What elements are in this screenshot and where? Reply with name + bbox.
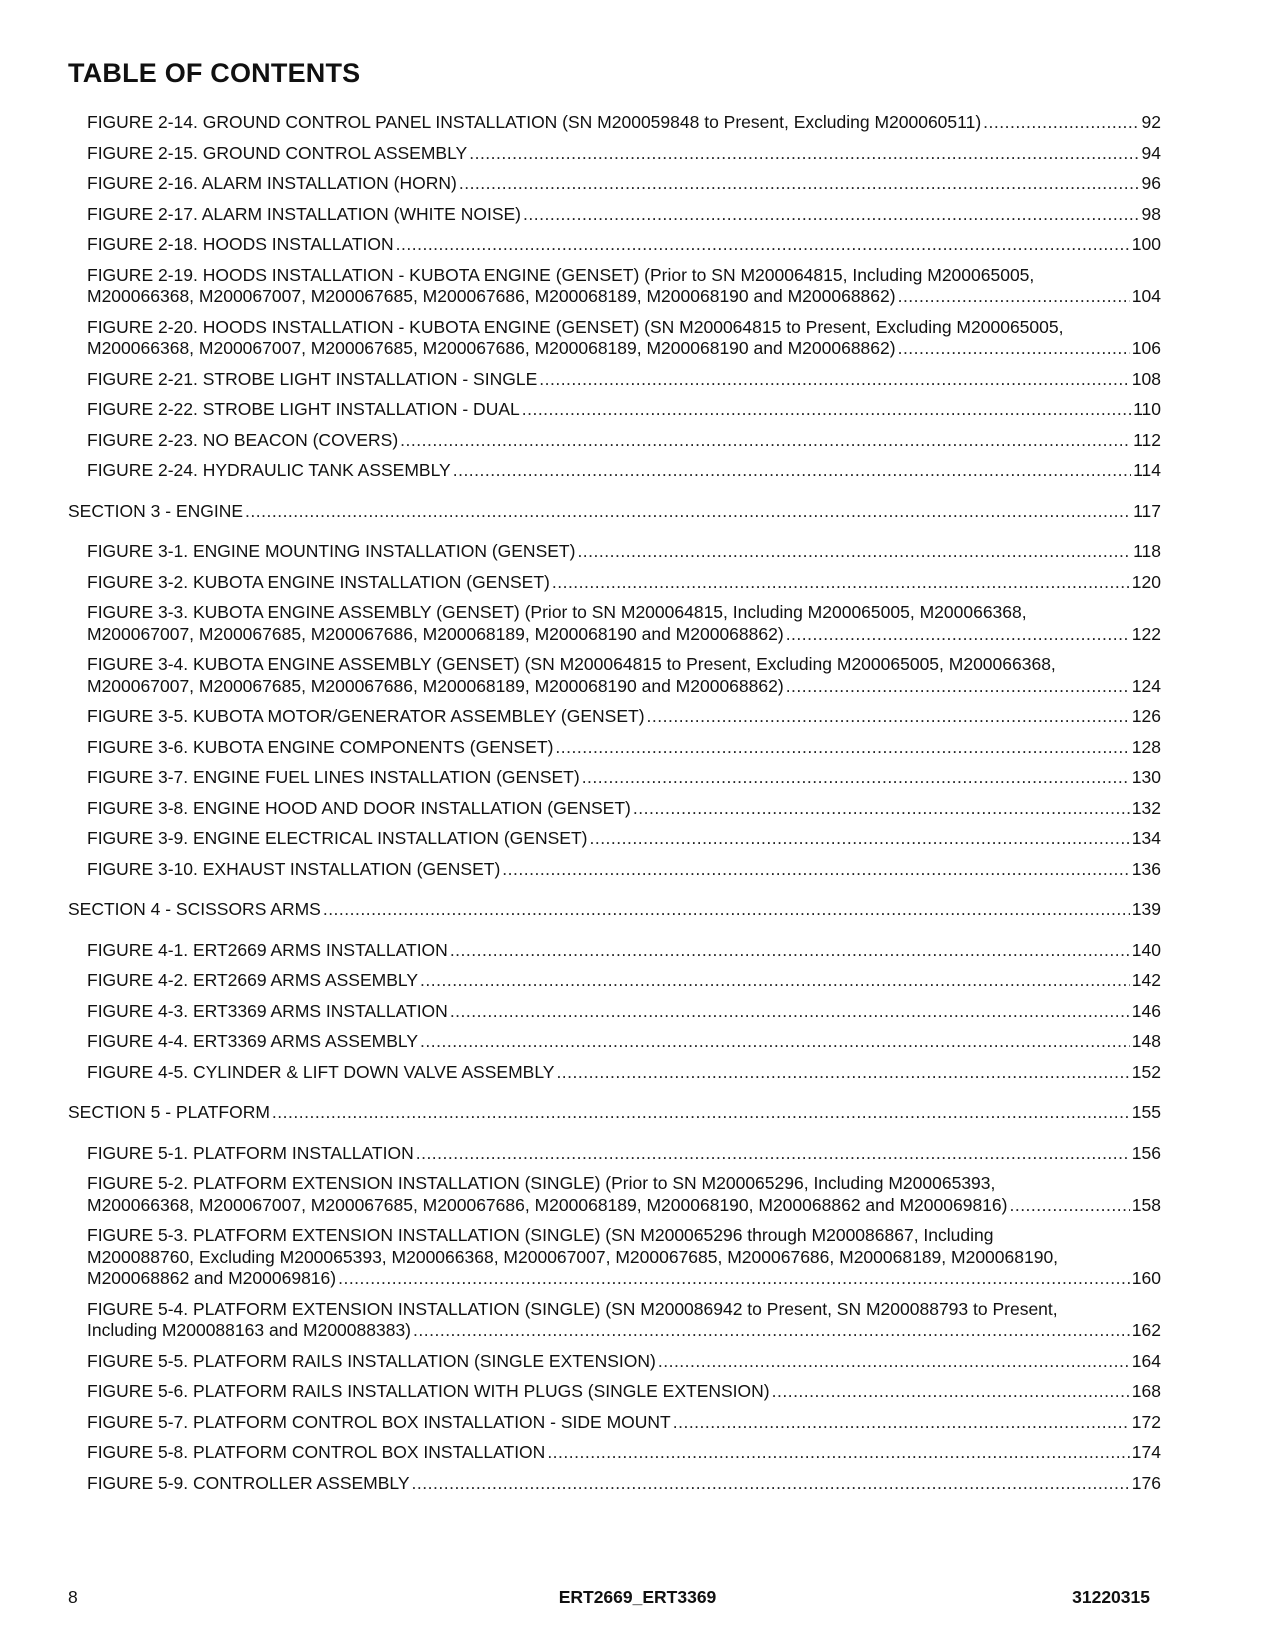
toc-page-number: 112 bbox=[1133, 429, 1161, 450]
toc-figure-entry[interactable] bbox=[68, 204, 1161, 226]
toc-figure-entry[interactable] bbox=[68, 1173, 1161, 1216]
toc-figure-entry[interactable] bbox=[68, 970, 1161, 992]
toc-page-number: 174 bbox=[1131, 1442, 1161, 1462]
toc-entry-text: FIGURE 2-16. ALARM INSTALLATION (HORN) bbox=[87, 173, 457, 193]
toc-figure-entry[interactable] bbox=[68, 265, 1161, 308]
toc-page-number: 120 bbox=[1131, 571, 1161, 592]
dot-leader bbox=[1009, 1195, 1129, 1217]
toc-entry-text: FIGURE 3-3. KUBOTA ENGINE ASSEMBLY (GENSET) (Prior to SN M200064815, Including M200065005, M200066368, bbox=[87, 602, 1027, 622]
toc-entry-text: FIGURE 3-2. KUBOTA ENGINE INSTALLATION (GENSET) bbox=[87, 571, 550, 592]
toc-figure-entry[interactable] bbox=[68, 541, 1161, 563]
toc-entry-text: FIGURE 4-4. ERT3369 ARMS ASSEMBLY bbox=[87, 1031, 419, 1051]
page-title: TABLE OF CONTENTS bbox=[68, 58, 361, 88]
toc-page-number: 128 bbox=[1131, 736, 1161, 757]
toc-figure-entry[interactable] bbox=[68, 706, 1161, 728]
toc-figure-entry[interactable] bbox=[68, 143, 1161, 165]
table-of-contents bbox=[68, 112, 1161, 1494]
dot-leader bbox=[547, 1442, 1129, 1464]
toc-entry-text: FIGURE 3-10. EXHAUST INSTALLATION (GENSET) bbox=[87, 858, 501, 879]
dot-leader bbox=[412, 1473, 1130, 1495]
dot-leader bbox=[469, 143, 1139, 165]
toc-entry-text: FIGURE 4-5. CYLINDER & LIFT DOWN VALVE ASSEMBLY bbox=[87, 1061, 555, 1082]
toc-entry-text: FIGURE 2-19. HOODS INSTALLATION - KUBOTA ENGINE (GENSET) (Prior to SN M200064815, Including M200065005, bbox=[87, 264, 1035, 285]
toc-figure-entry[interactable] bbox=[68, 1442, 1161, 1464]
toc-page-number: 146 bbox=[1131, 1000, 1161, 1021]
toc-entry-text: FIGURE 2-21. STROBE LIGHT INSTALLATION - SINGLE bbox=[87, 368, 538, 389]
dot-leader bbox=[555, 737, 1129, 759]
dot-leader bbox=[589, 828, 1129, 850]
toc-page-number: 168 bbox=[1131, 1381, 1161, 1401]
toc-entry-text: SECTION 4 - SCISSORS ARMS bbox=[68, 899, 321, 919]
toc-page-number: 96 bbox=[1141, 173, 1161, 193]
dot-leader bbox=[450, 940, 1130, 962]
toc-page-number: 160 bbox=[1131, 1268, 1161, 1288]
toc-entry-text: SECTION 5 - PLATFORM bbox=[68, 1102, 270, 1122]
toc-page-number: 172 bbox=[1131, 1411, 1161, 1432]
toc-page-number: 136 bbox=[1131, 858, 1161, 879]
toc-entry-text: M200066368, M200067007, M200067685, M200067686, M200068189, M200068190 and M200068862) bbox=[87, 286, 896, 306]
toc-entry-text: M200068862 and M200069816) bbox=[87, 1268, 337, 1288]
toc-page-number: 92 bbox=[1141, 112, 1161, 132]
dot-leader bbox=[898, 338, 1130, 360]
dot-leader bbox=[459, 173, 1140, 195]
toc-figure-entry[interactable] bbox=[68, 317, 1161, 360]
dot-leader bbox=[453, 460, 1131, 482]
dot-leader bbox=[786, 624, 1130, 646]
toc-entry-text: FIGURE 2-17. ALARM INSTALLATION (WHITE NOISE) bbox=[87, 203, 522, 224]
toc-entry-text: Including M200088163 and M200088383) bbox=[87, 1320, 412, 1340]
toc-entry-text: FIGURE 2-20. HOODS INSTALLATION - KUBOTA ENGINE (GENSET) (SN M200064815 to Present, Excluding M200065005, bbox=[87, 316, 1064, 337]
footer-page-number: 8 bbox=[68, 1587, 78, 1607]
toc-entry-text: FIGURE 2-22. STROBE LIGHT INSTALLATION - DUAL bbox=[87, 399, 520, 419]
toc-entry-text: FIGURE 5-2. PLATFORM EXTENSION INSTALLATION (SINGLE) (Prior to SN M200065296, Including M200065393, bbox=[87, 1173, 996, 1193]
toc-figure-entry[interactable] bbox=[68, 399, 1161, 421]
toc-figure-entry[interactable] bbox=[68, 234, 1161, 256]
toc-page-number: 100 bbox=[1131, 234, 1161, 254]
dot-leader bbox=[416, 1143, 1130, 1165]
dot-leader bbox=[420, 1031, 1130, 1053]
footer-doc-number: 31220315 bbox=[1072, 1587, 1150, 1607]
dot-leader bbox=[983, 112, 1139, 134]
toc-entry-text: FIGURE 3-7. ENGINE FUEL LINES INSTALLATION (GENSET) bbox=[87, 767, 580, 787]
toc-figure-entry[interactable] bbox=[68, 572, 1161, 594]
toc-figure-entry[interactable] bbox=[68, 602, 1161, 645]
toc-entry-text: FIGURE 2-24. HYDRAULIC TANK ASSEMBLY bbox=[87, 460, 451, 480]
toc-page-number: 142 bbox=[1131, 970, 1161, 990]
toc-entry-text: FIGURE 2-14. GROUND CONTROL PANEL INSTALLATION (SN M200059848 to Present, Excluding M200060511) bbox=[87, 112, 982, 132]
toc-entry-text: FIGURE 3-6. KUBOTA ENGINE COMPONENTS (GENSET) bbox=[87, 736, 554, 757]
toc-section-entry[interactable] bbox=[68, 1102, 1161, 1124]
dot-leader bbox=[522, 399, 1131, 421]
dot-leader bbox=[658, 1351, 1130, 1373]
toc-page-number: 158 bbox=[1131, 1194, 1161, 1215]
toc-entry-text: FIGURE 5-9. CONTROLLER ASSEMBLY bbox=[87, 1472, 410, 1493]
toc-page-number: 134 bbox=[1131, 828, 1161, 848]
dot-leader bbox=[323, 899, 1130, 921]
toc-page-number: 152 bbox=[1131, 1061, 1161, 1082]
toc-figure-entry[interactable] bbox=[68, 1299, 1161, 1342]
dot-leader bbox=[338, 1268, 1130, 1290]
toc-entry-text: FIGURE 4-2. ERT2669 ARMS ASSEMBLY bbox=[87, 970, 419, 990]
toc-figure-entry[interactable] bbox=[68, 430, 1161, 452]
toc-page-number: 140 bbox=[1131, 939, 1161, 960]
toc-figure-entry[interactable] bbox=[68, 859, 1161, 881]
toc-page-number: 139 bbox=[1131, 899, 1161, 919]
toc-page-number: 122 bbox=[1131, 623, 1161, 644]
toc-figure-entry[interactable] bbox=[68, 369, 1161, 391]
toc-entry-text: M200088760, Excluding M200065393, M200066368, M200067007, M200067685, M200067686, M200068189, M200068190, bbox=[87, 1246, 1059, 1267]
toc-page-number: 126 bbox=[1131, 706, 1161, 726]
toc-figure-entry[interactable] bbox=[68, 1143, 1161, 1165]
toc-entry-text: M200067007, M200067685, M200067686, M200068189, M200068190 and M200068862) bbox=[87, 623, 784, 644]
dot-leader bbox=[420, 970, 1130, 992]
toc-figure-entry[interactable] bbox=[68, 654, 1161, 697]
toc-page-number: 162 bbox=[1131, 1320, 1161, 1340]
footer-model: ERT2669_ERT3369 bbox=[558, 1587, 717, 1607]
dot-leader bbox=[502, 859, 1130, 881]
toc-figure-entry[interactable] bbox=[68, 1225, 1161, 1290]
toc-entry-text: FIGURE 4-1. ERT2669 ARMS INSTALLATION bbox=[87, 939, 448, 960]
dot-leader bbox=[772, 1381, 1130, 1403]
toc-page-number: 118 bbox=[1133, 541, 1161, 561]
toc-entry-text: SECTION 3 - ENGINE bbox=[68, 500, 244, 521]
toc-section-entry[interactable] bbox=[68, 501, 1161, 523]
toc-section-entry[interactable] bbox=[68, 899, 1161, 921]
dot-leader bbox=[647, 706, 1130, 728]
toc-entry-text: FIGURE 5-1. PLATFORM INSTALLATION bbox=[87, 1142, 414, 1163]
toc-page-number: 117 bbox=[1133, 500, 1161, 521]
dot-leader bbox=[539, 369, 1130, 391]
toc-entry-text: FIGURE 3-5. KUBOTA MOTOR/GENERATOR ASSEMBLEY (GENSET) bbox=[87, 706, 645, 726]
toc-figure-entry[interactable] bbox=[68, 798, 1161, 820]
toc-entry-text: FIGURE 5-8. PLATFORM CONTROL BOX INSTALLATION bbox=[87, 1442, 546, 1462]
toc-figure-entry[interactable] bbox=[68, 1381, 1161, 1403]
toc-figure-entry[interactable] bbox=[68, 460, 1161, 482]
toc-figure-entry[interactable] bbox=[68, 1001, 1161, 1023]
toc-page-number: 108 bbox=[1131, 368, 1161, 389]
toc-page-number: 176 bbox=[1131, 1472, 1161, 1493]
toc-entry-text: FIGURE 2-23. NO BEACON (COVERS) bbox=[87, 429, 399, 450]
toc-entry-text: M200066368, M200067007, M200067685, M200067686, M200068189, M200068190 and M200068862) bbox=[87, 338, 896, 358]
toc-page-number: 104 bbox=[1131, 286, 1161, 306]
toc-entry-text: M200067007, M200067685, M200067686, M200068189, M200068190 and M200068862) bbox=[87, 675, 784, 696]
toc-figure-entry[interactable] bbox=[68, 1062, 1161, 1084]
dot-leader bbox=[633, 798, 1130, 820]
toc-figure-entry[interactable] bbox=[68, 1473, 1161, 1495]
toc-figure-entry[interactable] bbox=[68, 112, 1161, 134]
dot-leader bbox=[786, 676, 1130, 698]
dot-leader bbox=[673, 1412, 1130, 1434]
toc-page-number: 114 bbox=[1133, 460, 1161, 480]
dot-leader bbox=[577, 541, 1131, 563]
toc-entry-text: FIGURE 5-7. PLATFORM CONTROL BOX INSTALLATION - SIDE MOUNT bbox=[87, 1411, 671, 1432]
toc-page-number: 148 bbox=[1131, 1031, 1161, 1051]
toc-entry-text: FIGURE 5-5. PLATFORM RAILS INSTALLATION (SINGLE EXTENSION) bbox=[87, 1350, 656, 1371]
toc-entry-text: FIGURE 3-4. KUBOTA ENGINE ASSEMBLY (GENSET) (SN M200064815 to Present, Excluding M200065005, M200066368, bbox=[87, 654, 1056, 674]
toc-page-number: 155 bbox=[1131, 1102, 1161, 1122]
toc-figure-entry[interactable] bbox=[68, 940, 1161, 962]
toc-page-number: 94 bbox=[1141, 142, 1161, 163]
toc-entry-text: FIGURE 4-3. ERT3369 ARMS INSTALLATION bbox=[87, 1000, 448, 1021]
toc-entry-text: FIGURE 3-9. ENGINE ELECTRICAL INSTALLATION (GENSET) bbox=[87, 828, 588, 848]
toc-page-number: 124 bbox=[1131, 675, 1161, 696]
toc-entry-text: FIGURE 3-1. ENGINE MOUNTING INSTALLATION (GENSET) bbox=[87, 541, 576, 561]
dot-leader bbox=[413, 1320, 1130, 1342]
toc-figure-entry[interactable] bbox=[68, 1351, 1161, 1373]
toc-page-number: 98 bbox=[1141, 203, 1161, 224]
toc-entry-text: FIGURE 5-6. PLATFORM RAILS INSTALLATION WITH PLUGS (SINGLE EXTENSION) bbox=[87, 1381, 770, 1401]
toc-entry-text: FIGURE 2-18. HOODS INSTALLATION bbox=[87, 234, 394, 254]
toc-entry-text: FIGURE 2-15. GROUND CONTROL ASSEMBLY bbox=[87, 142, 468, 163]
toc-entry-text: FIGURE 3-8. ENGINE HOOD AND DOOR INSTALLATION (GENSET) bbox=[87, 797, 631, 818]
dot-leader bbox=[523, 204, 1140, 226]
dot-leader bbox=[898, 286, 1130, 308]
toc-entry-text: FIGURE 5-4. PLATFORM EXTENSION INSTALLATION (SINGLE) (SN M200086942 to Present, SN M200088793 to Present, bbox=[87, 1298, 1058, 1319]
dot-leader bbox=[556, 1062, 1129, 1084]
toc-entry-text: FIGURE 5-3. PLATFORM EXTENSION INSTALLATION (SINGLE) (SN M200065296 through M200086867, Including bbox=[87, 1225, 994, 1245]
toc-figure-entry[interactable] bbox=[68, 1412, 1161, 1434]
toc-page-number: 106 bbox=[1131, 338, 1161, 358]
dot-leader bbox=[582, 767, 1130, 789]
toc-page-number: 130 bbox=[1131, 767, 1161, 787]
toc-page-number: 164 bbox=[1131, 1350, 1161, 1371]
toc-figure-entry[interactable] bbox=[68, 737, 1161, 759]
toc-page-number: 132 bbox=[1131, 797, 1161, 818]
dot-leader bbox=[272, 1102, 1130, 1124]
dot-leader bbox=[245, 501, 1131, 523]
toc-page-number: 156 bbox=[1131, 1142, 1161, 1163]
toc-figure-entry[interactable] bbox=[68, 173, 1161, 195]
dot-leader bbox=[552, 572, 1130, 594]
toc-page-number: 110 bbox=[1133, 399, 1161, 419]
dot-leader bbox=[450, 1001, 1130, 1023]
dot-leader bbox=[396, 234, 1130, 256]
dot-leader bbox=[400, 430, 1131, 452]
toc-figure-entry[interactable] bbox=[68, 1031, 1161, 1053]
toc-entry-text: M200066368, M200067007, M200067685, M200067686, M200068189, M200068190, M200068862 and M200069816) bbox=[87, 1194, 1008, 1215]
toc-figure-entry[interactable] bbox=[68, 828, 1161, 850]
toc-figure-entry[interactable] bbox=[68, 767, 1161, 789]
